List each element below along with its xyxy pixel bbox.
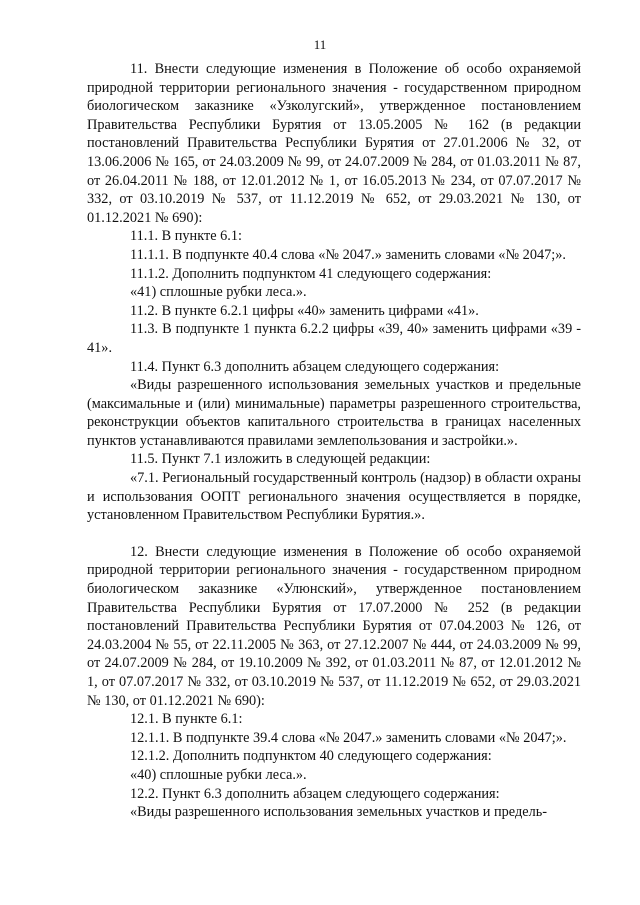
paragraph-12-1-2: 12.1.2. Дополнить подпунктом 40 следующего содержания: — [130, 748, 492, 765]
paragraph-12-2: 12.2. Пункт 6.3 дополнить абзацем следующего содержания: — [130, 785, 500, 802]
paragraph-11-5-text: «7.1. Региональный государственный контроль (надзор) в области охраны и использования ООПТ регионального значения осуществляется в порядке, установленном Правительством Республики Бурятия.». — [87, 470, 581, 524]
section-11 — [87, 60, 581, 525]
paragraph-12-intro: 12. Внести следующие изменения в Положение об особо охраняемой природной территории регионального значения - государственном природном биологическом заказнике «Улюнский», утвержденное постановлением Правительства Республики Бурятия от 17.07.2000 № 252 (в редакции постановлений Правительства Республики Бурятия от 07.04.2003 № 126, от 24.03.2004 № 55, от 22.11.2005 № 363, от 27.12.2007 № 444, от 24.03.2009 № 99, от 24.07.2009 № 284, от 19.10.2009 № 392, от 01.03.2011 № 87, от 12.01.2012 № 1, от 07.07.2017 № 332, от 03.10.2019 № 537, от 11.12.2019 № 652, от 29.03.2021 № 130, от 01.12.2021 № 690): — [87, 543, 581, 709]
paragraph-11-1-2-text: «41) сплошные рубки леса.». — [130, 284, 307, 301]
section-12 — [87, 543, 581, 822]
paragraph-11-5: 11.5. Пункт 7.1 изложить в следующей редакции: — [130, 451, 431, 468]
paragraph-12-1-2-text: «40) сплошные рубки леса.». — [130, 766, 307, 783]
paragraph-11-4: 11.4. Пункт 6.3 дополнить абзацем следующего содержания: — [130, 358, 500, 375]
paragraph-11-3: 11.3. В подпункте 1 пункта 6.2.2 цифры «39, 40» заменить цифрами «39 - 41». — [87, 321, 581, 356]
paragraph-11-1: 11.1. В пункте 6.1: — [130, 228, 242, 245]
document-body — [87, 60, 581, 822]
paragraph-11-2: 11.2. В пункте 6.2.1 цифры «40» заменить цифрами «41». — [130, 302, 479, 319]
paragraph-12-1: 12.1. В пункте 6.1: — [130, 711, 243, 728]
paragraph-12-2-text: «Виды разрешенного использования земельных участков и предель- — [130, 804, 548, 821]
section-gap — [87, 525, 581, 543]
page-number: 11 — [313, 37, 327, 52]
paragraph-11-4-text: «Виды разрешенного использования земельных участков и предельные (максимальные и (или) минимальные) параметры разрешенного строительства, реконструкции объектов капитального строительства в границах населенных пунктов устанавливаются правилами землепользования и застройки.». — [87, 377, 581, 449]
paragraph-12-1-1: 12.1.1. В подпункте 39.4 слова «№ 2047.» заменить словами «№ 2047;». — [130, 729, 567, 746]
paragraph-11-1-1: 11.1.1. В подпункте 40.4 слова «№ 2047.» заменить словами «№ 2047;». — [130, 246, 566, 263]
paragraph-11-1-2: 11.1.2. Дополнить подпунктом 41 следующего содержания: — [130, 265, 492, 282]
paragraph-11-intro: 11. Внести следующие изменения в Положение об особо охраняемой природной территории регионального значения - государственном природном биологическом заказнике «Узколугский», утвержденное постановлением Правительства Республики Бурятия от 13.05.2005 № 162 (в редакции постановлений Правительства Республики Бурятия от 27.01.2006 № 32, от 13.06.2006 № 165, от 24.03.2009 № 99, от 24.07.2009 № 284, от 01.03.2011 № 87, от 26.04.2011 № 188, от 12.01.2012 № 1, от 16.05.2013 № 234, от 07.07.2017 № 332, от 03.10.2019 № 537, от 11.12.2019 № 652, от 29.03.2021 № 130, от 01.12.2021 № 690): — [87, 61, 581, 226]
